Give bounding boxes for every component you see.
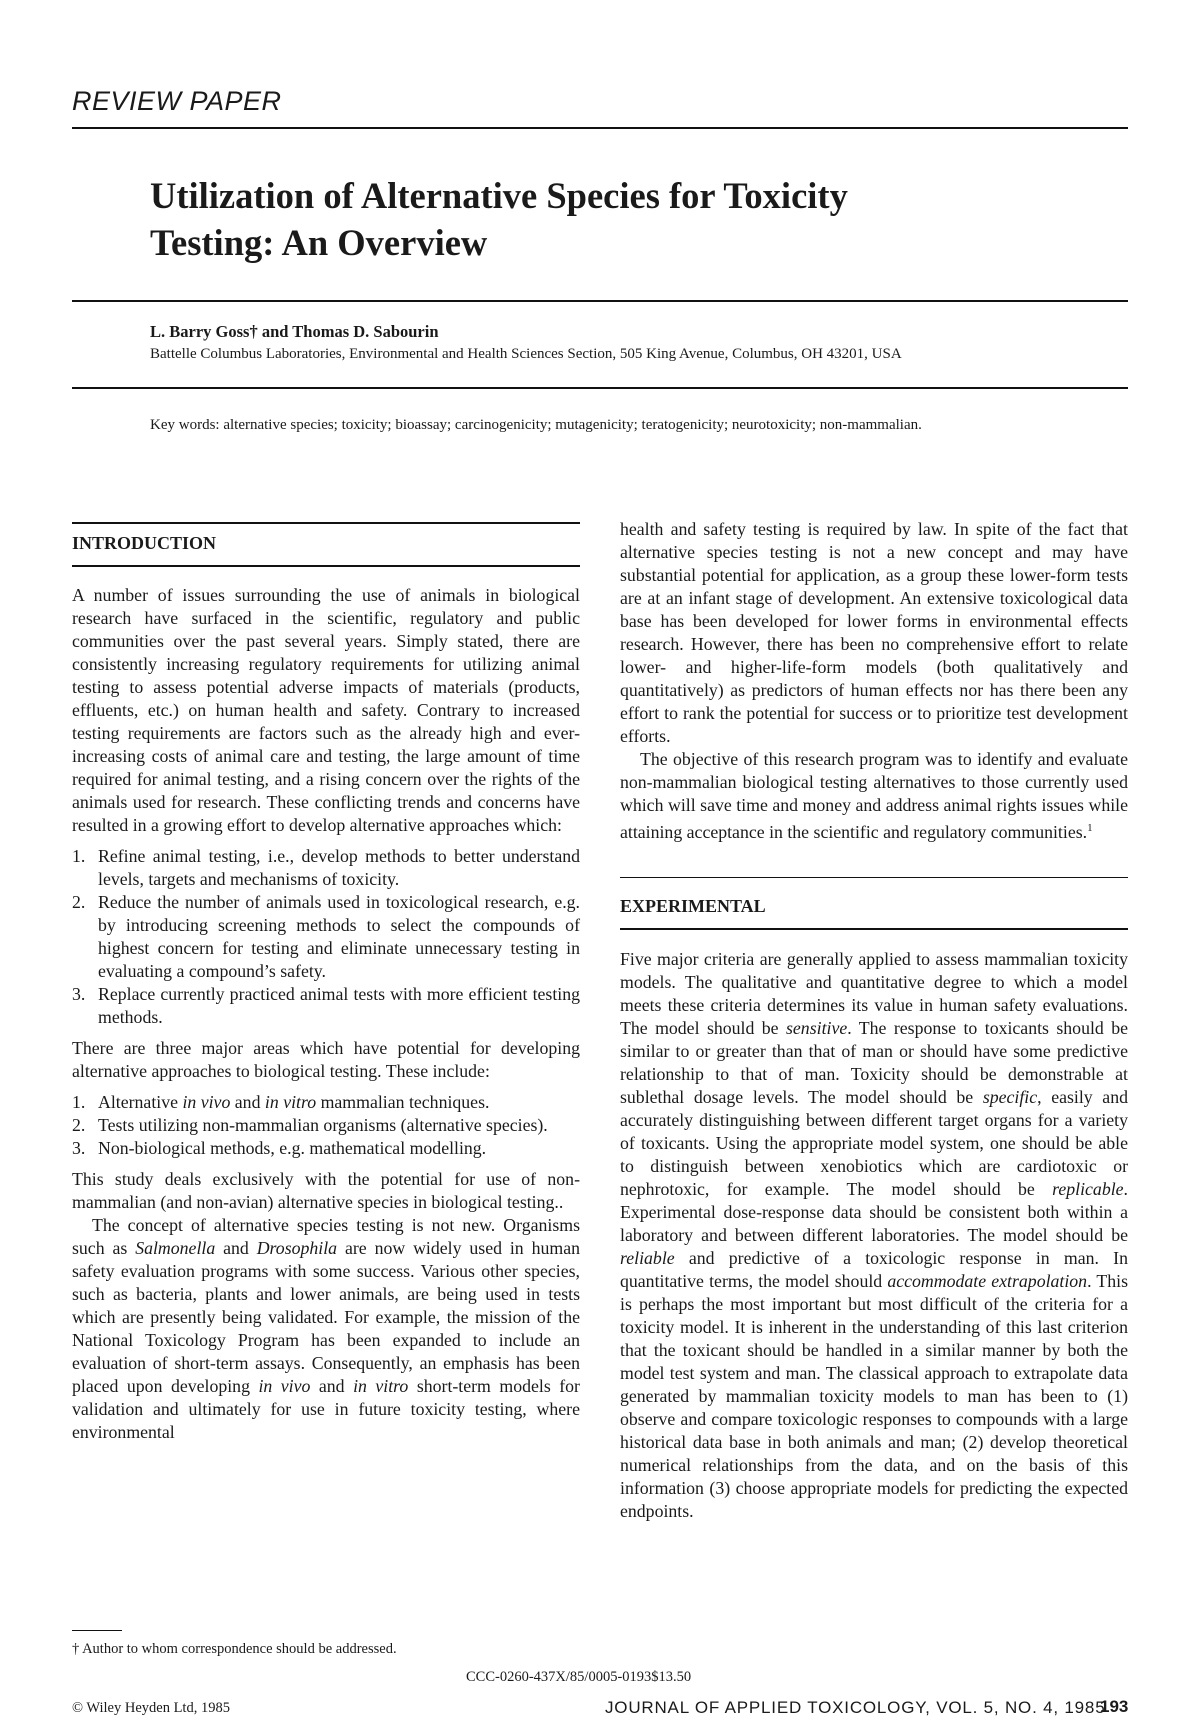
author-affiliation: Battelle Columbus Laboratories, Environmental and Health Sciences Section, 505 King Avenue, Columbus, OH 43201, USA <box>150 346 902 362</box>
journal-citation: JOURNAL OF APPLIED TOXICOLOGY, VOL. 5, NO. 4, 1985 <box>605 1698 1106 1717</box>
right-paragraph-1: health and safety testing is required by law. In spite of the fact that alternative species testing is not a new concept and may have substantial potential for application, as a group these lower-form tests are at an infant stage of development. An extensive toxicological data base has been developed for lower forms in environmental effects research. However, there has been no comprehensive effort to relate lower- and higher-life-form models (both qualitatively and quantitatively) as predictors of human effects nor has there been any effort to rank the potential for success or to prioritize test development efforts. <box>620 519 1128 746</box>
list-item: 2. Reduce the number of animals used in toxicological research, e.g. by introducing screening methods to select the compounds of highest concern for testing and eliminate unnecessary testing in evaluating a compound’s safety. <box>72 891 580 981</box>
experimental-heading: EXPERIMENTAL <box>620 896 766 917</box>
intro-paragraph-3: This study deals exclusively with the potential for use of non-mammalian (and non-avian) alternative species in biological testing.. <box>72 1168 580 1212</box>
keywords: Key words: alternative species; toxicity; bioassay; carcinogenicity; mutagenicity; teratogenicity; neurotoxicity; non-mammalian. <box>150 417 922 433</box>
intro-heading-rule <box>72 565 580 567</box>
experimental-paragraph: Five major criteria are generally applied to assess mammalian toxicity models. The qualitative and quantitative degree to which a model meets these criteria determines its value in human safety evaluations. The model should be sensitive. The response to toxicants should be similar to or greater than that of man or should have some predictive relationship to that of man. Toxicity should be demonstrable at sublethal dosage levels. The model should be specific, easily and accurately distinguishing between different target organs for a variety of toxicants. Using the appropriate model system, one should be able to distinguish between xenobiotics which are cardiotoxic or nephrotoxic, for example. The model should be replicable. Experimental dose-response data should be consistent both within a laboratory and between different laboratories. The model should be reliable and predictive of a toxicologic response in man. In quantitative terms, the model should accommodate extrapolation. This is perhaps the most important but most difficult of the criteria for a toxicity model. It is inherent in the understanding of this last criterion that the toxicant should be handled in a similar manner by both the model test system and man. The classical approach to extrapolate data generated by mammalian toxicity models to man has been to (1) observe and compare toxicologic responses to compounds with a large historical data base in both animals and man; (2) develop theoretical numerical relationships from the data, and on the basis of this information (3) choose appropriate models for predicting the expected endpoints. <box>620 948 1129 1521</box>
left-column <box>72 532 580 1444</box>
footnote-rule <box>72 1630 122 1631</box>
right-paragraph-2: The objective of this research program was to identify and evaluate non-mammalian biological testing alternatives to those currently used which will save time and money and address animal rights issues while attaining acceptance in the scientific and regulatory communities.$^1$ <box>620 749 1128 842</box>
intro-paragraph-2: There are three major areas which have potential for developing alternative approaches to biological testing. These include: <box>72 1037 580 1081</box>
paper-title <box>150 172 1050 266</box>
authors-rule <box>72 387 1128 389</box>
copyright: © Wiley Heyden Ltd, 1985 <box>72 1700 230 1716</box>
list-item: 2. Tests utilizing non-mammalian organisms (alternative species). <box>72 1114 548 1135</box>
section-label: REVIEW PAPER <box>72 86 282 116</box>
right-column <box>620 518 1128 1523</box>
list-item: 1. Refine animal testing, i.e., develop methods to better understand levels, targets and mechanisms of toxicity. <box>72 845 580 889</box>
intro-paragraph-1: A number of issues surrounding the use of animals in biological research have surfaced in the scientific, regulatory and public communities over the past several years. Simply stated, there are consistently increasing regulatory requirements for utilizing animal testing to assess potential adverse impacts of materials (products, effluents, etc.) on human health and safety. Contrary to increased testing requirements are factors such as the already high and ever-increasing costs of animal care and testing, the large amount of time required for animal testing, and a rising concern over the rights of the animals used for research. These conflicting trends and concerns have resulted in a growing effort to develop alternative approaches which: <box>72 584 580 835</box>
areas-list <box>72 1091 580 1160</box>
header-rule <box>72 127 1128 129</box>
approach-list <box>72 845 580 1029</box>
introduction-heading: INTRODUCTION <box>72 533 217 553</box>
paper-title-line1: Utilization of Alternative Species for Toxicity <box>150 175 848 216</box>
title-rule <box>72 300 1128 302</box>
reference-superscript: 1 <box>1087 822 1093 834</box>
list-item: 1. Alternative in vivo and in vitro mammalian techniques. <box>72 1091 490 1112</box>
intro-top-rule <box>72 522 580 524</box>
paper-title-line2: Testing: An Overview <box>150 222 488 263</box>
intro-paragraph-4: The concept of alternative species testing is not new. Organisms such as Salmonella and Drosophila are now widely used in human safety evaluation programs with some success. Various other species, such as bacteria, plants and lower animals, are being used in tests which are presently being validated. For example, the mission of the National Toxicology Program has been expanded to include an evaluation of short-term assays. Consequently, an emphasis has been placed upon developing in vivo and in vitro short-term models for validation and ultimately for use in future toxicity testing, where environmental <box>72 1214 580 1442</box>
experimental-heading-rule <box>620 928 1128 930</box>
page-number: 193 <box>1100 1697 1129 1716</box>
list-item: 3. Non-biological methods, e.g. mathematical modelling. <box>72 1137 487 1158</box>
author-names: L. Barry Goss† and Thomas D. Sabourin <box>150 322 439 341</box>
list-item: 3. Replace currently practiced animal tests with more efficient testing methods. <box>72 983 580 1027</box>
article-code: CCC-0260-437X/85/0005-0193$13.50 <box>466 1669 692 1685</box>
footnote: † Author to whom correspondence should be addressed. <box>72 1641 397 1657</box>
experimental-top-rule <box>620 877 1128 879</box>
